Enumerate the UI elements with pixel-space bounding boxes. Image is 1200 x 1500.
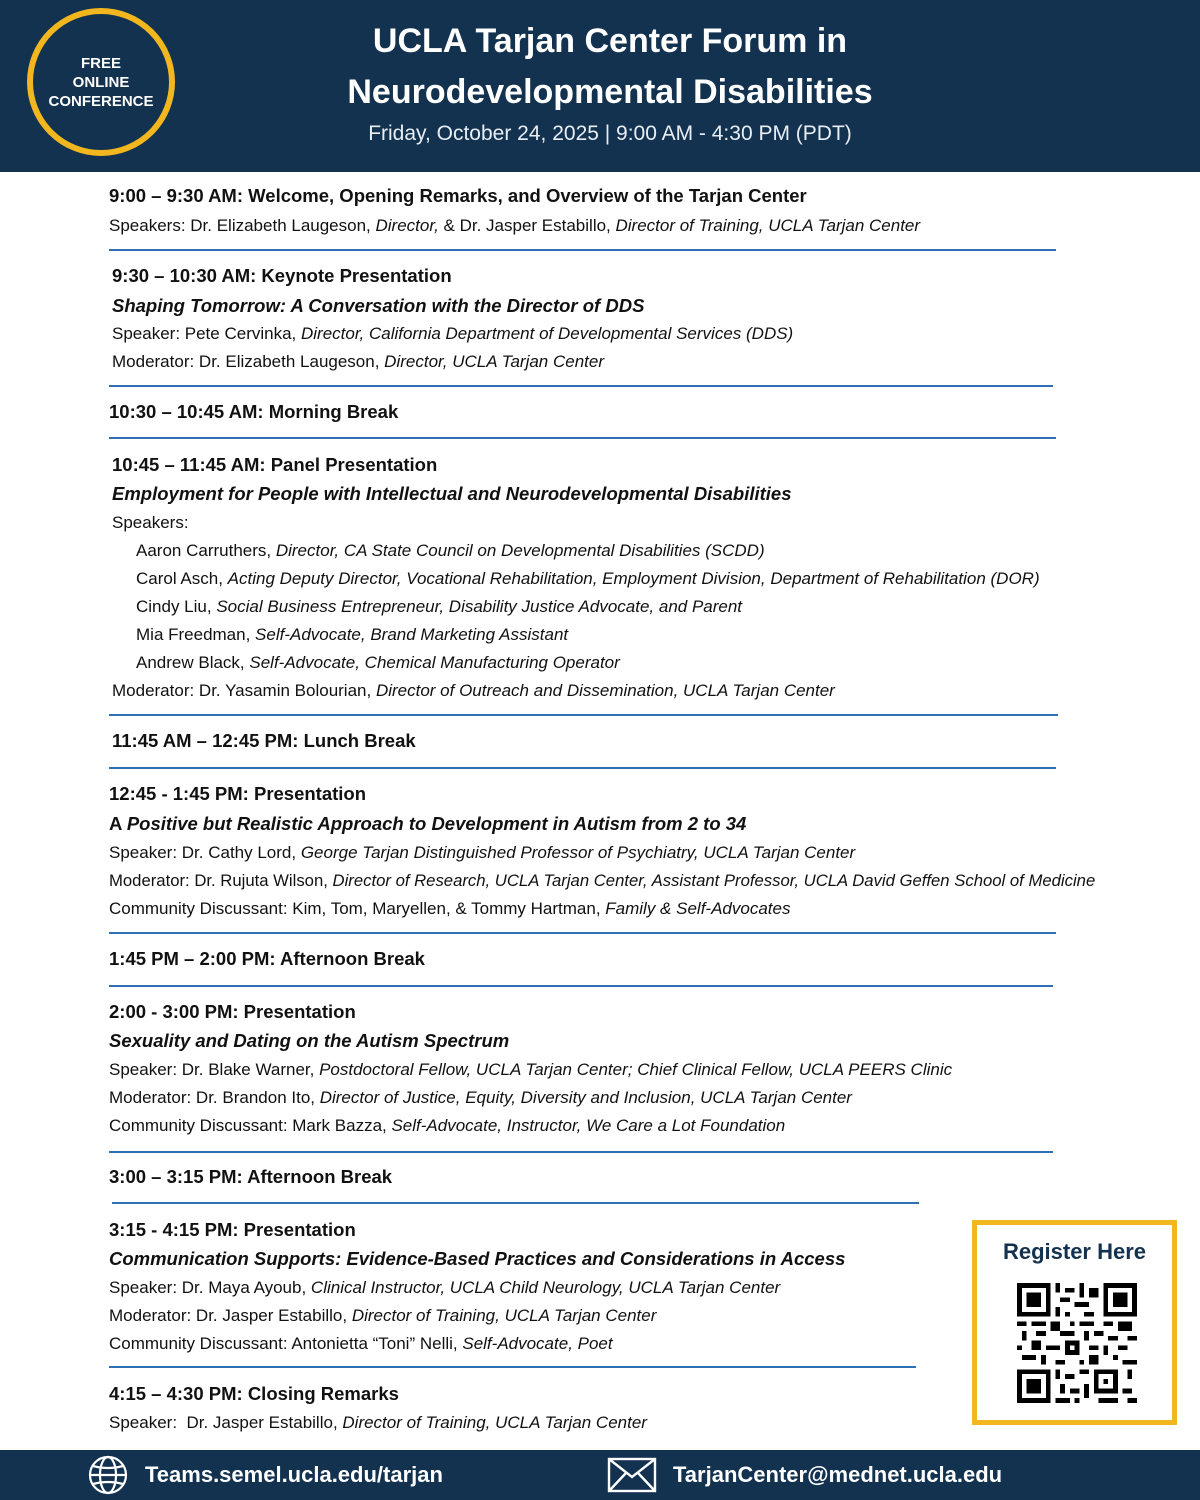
session-heading: 3:15 - 4:15 PM: Presentation	[109, 1219, 356, 1240]
panelist-name: Cindy Liu,	[136, 597, 217, 616]
divider	[109, 714, 1058, 716]
moderator-name: Moderator: Dr. Brandon Ito,	[109, 1088, 320, 1107]
page-title-line1: UCLA Tarjan Center Forum in	[372, 22, 848, 60]
session-heading: 2:00 - 3:00 PM: Presentation	[109, 1001, 356, 1022]
divider	[109, 985, 1053, 987]
talk-title: Sexuality and Dating on the Autism Spectrum	[109, 1030, 510, 1051]
email-link[interactable]	[607, 1450, 1002, 1500]
moderator-role: Director of Research, UCLA Tarjan Center, Assistant Professor, UCLA David Geffen School of Medicine	[332, 871, 1096, 890]
speaker-name: Speakers: Dr. Elizabeth Laugeson,	[109, 216, 376, 235]
panelist-role: Self-Advocate, Brand Marketing Assistant	[255, 625, 569, 644]
divider	[109, 437, 1056, 439]
speaker-role: Director of Training, UCLA Tarjan Center	[615, 216, 921, 235]
panelist-name: Mia Freedman,	[136, 625, 256, 644]
badge-line: FREE	[80, 54, 121, 72]
session-heading: 3:00 – 3:15 PM: Afternoon Break	[109, 1166, 393, 1187]
footer-bar	[0, 1450, 1200, 1500]
moderator-role: Director, UCLA Tarjan Center	[384, 352, 605, 371]
email-text: TarjanCenter@mednet.ucla.edu	[673, 1462, 1003, 1487]
moderator-role: Director of Training, UCLA Tarjan Center	[351, 1306, 657, 1325]
moderator-name: Moderator: Dr. Rujuta Wilson,	[109, 871, 333, 890]
qr-code-icon[interactable]	[1017, 1283, 1137, 1403]
divider	[109, 767, 1056, 769]
moderator-name: Moderator: Dr. Jasper Estabillo,	[109, 1306, 352, 1325]
panelist-role: Self-Advocate, Chemical Manufacturing Operator	[249, 653, 620, 672]
speaker-name: Speaker: Dr. Blake Warner,	[109, 1060, 320, 1079]
speaker-line	[109, 1413, 647, 1433]
speaker-line	[112, 324, 793, 344]
talk-title: Shaping Tomorrow: A Conversation with the Director of DDS	[112, 295, 645, 316]
moderator-line	[109, 1088, 852, 1108]
speaker-line	[109, 1060, 952, 1080]
speaker-role: Director,	[375, 216, 444, 235]
discussant-role: Family & Self-Advocates	[605, 899, 791, 918]
divider	[109, 385, 1053, 387]
moderator-name: Moderator: Dr. Elizabeth Laugeson,	[112, 352, 385, 371]
session-heading: 10:30 – 10:45 AM: Morning Break	[109, 401, 399, 422]
panelist-role: Acting Deputy Director, Vocational Rehabilitation, Employment Division, Department of Rehabilitation (DOR)	[227, 569, 1040, 588]
speakers-label: Speakers:	[112, 513, 189, 532]
moderator-name: Moderator: Dr. Yasamin Bolourian,	[112, 681, 376, 700]
talk-title: Employment for People with Intellectual and Neurodevelopmental Disabilities	[112, 483, 792, 504]
moderator-line	[112, 352, 604, 372]
speaker-role: Director of Training, UCLA Tarjan Center	[342, 1413, 647, 1432]
panelist-name: Carol Asch,	[136, 569, 228, 588]
panelist-name: Andrew Black,	[136, 653, 250, 672]
divider	[109, 1366, 916, 1368]
speaker-role: George Tarjan Distinguished Professor of Psychiatry, UCLA Tarjan Center	[300, 843, 856, 862]
panelist-line	[136, 597, 742, 617]
panelist-line	[136, 541, 765, 561]
speaker-role: Clinical Instructor, UCLA Child Neurology, UCLA Tarjan Center	[310, 1278, 781, 1297]
session-heading: 4:15 – 4:30 PM: Closing Remarks	[109, 1383, 399, 1404]
speaker-role: Postdoctoral Fellow, UCLA Tarjan Center; Chief Clinical Fellow, UCLA PEERS Clinic	[319, 1060, 953, 1079]
website-link[interactable]	[87, 1450, 443, 1500]
discussant-line	[109, 1116, 785, 1136]
panelist-line	[136, 625, 568, 645]
divider	[109, 1151, 1053, 1153]
discussant-line	[109, 899, 790, 919]
speaker-line	[109, 1278, 780, 1298]
register-box[interactable]	[972, 1220, 1177, 1425]
panelist-line	[136, 653, 620, 673]
speaker-role: Director, California Department of Developmental Services (DDS)	[300, 324, 794, 343]
badge-line: ONLINE	[72, 73, 130, 91]
talk-title-text: Positive but Realistic Approach to Development in Autism from 2 to 34	[126, 813, 747, 834]
divider	[112, 1202, 919, 1204]
divider	[109, 249, 1056, 251]
discussant-line	[109, 1334, 613, 1354]
panelist-role: Director, CA State Council on Developmental Disabilities (SCDD)	[275, 541, 765, 560]
talk-title	[109, 813, 746, 835]
speaker-name: Speaker: Pete Cervinka,	[112, 324, 301, 343]
event-date-time: Friday, October 24, 2025 | 9:00 AM - 4:30 PM (PDT)	[368, 122, 852, 145]
discussant-role: Self-Advocate, Instructor, We Care a Lot Foundation	[391, 1116, 786, 1135]
talk-title-prefix: A	[109, 813, 127, 834]
session-heading: 1:45 PM – 2:00 PM: Afternoon Break	[109, 948, 425, 969]
panelist-name: Aaron Carruthers,	[136, 541, 276, 560]
globe-icon	[87, 1454, 129, 1496]
speaker-name: Speaker: Dr. Cathy Lord,	[109, 843, 301, 862]
moderator-line	[109, 871, 1095, 891]
speaker-name: Speaker: Dr. Jasper Estabillo,	[109, 1413, 343, 1432]
panelist-role: Social Business Entrepreneur, Disability Justice Advocate, and Parent	[216, 597, 743, 616]
moderator-role: Director of Justice, Equity, Diversity and Inclusion, UCLA Tarjan Center	[319, 1088, 852, 1107]
session-heading: 9:00 – 9:30 AM: Welcome, Opening Remarks, and Overview of the Tarjan Center	[109, 185, 807, 206]
moderator-line	[109, 1306, 656, 1326]
session-heading: 10:45 – 11:45 AM: Panel Presentation	[112, 454, 438, 475]
discussant-name: Community Discussant: Kim, Tom, Maryellen, & Tommy Hartman,	[109, 899, 606, 918]
website-text: Teams.semel.ucla.edu/tarjan	[145, 1462, 443, 1487]
divider	[109, 932, 1056, 934]
talk-title: Communication Supports: Evidence-Based Practices and Considerations in Access	[109, 1248, 846, 1269]
speaker-name: Speaker: Dr. Maya Ayoub,	[109, 1278, 311, 1297]
discussant-role: Self-Advocate, Poet	[462, 1334, 613, 1353]
speaker-line	[109, 843, 855, 863]
badge-line: CONFERENCE	[48, 92, 154, 110]
session-heading: 9:30 – 10:30 AM: Keynote Presentation	[112, 265, 452, 286]
session-heading: 12:45 - 1:45 PM: Presentation	[109, 783, 367, 804]
discussant-name: Community Discussant: Mark Bazza,	[109, 1116, 392, 1135]
envelope-icon	[607, 1457, 657, 1493]
panelist-line	[136, 569, 1040, 589]
register-title: Register Here	[1002, 1239, 1147, 1264]
speaker-line	[109, 216, 920, 236]
page-title-line2: Neurodevelopmental Disabilities	[347, 73, 873, 111]
moderator-line	[112, 681, 835, 701]
moderator-role: Director of Outreach and Dissemination, UCLA Tarjan Center	[375, 681, 835, 700]
session-heading: 11:45 AM – 12:45 PM: Lunch Break	[112, 730, 416, 751]
speaker-name: & Dr. Jasper Estabillo,	[443, 216, 616, 235]
discussant-name: Community Discussant: Antonietta “Toni” Nelli,	[109, 1334, 463, 1353]
